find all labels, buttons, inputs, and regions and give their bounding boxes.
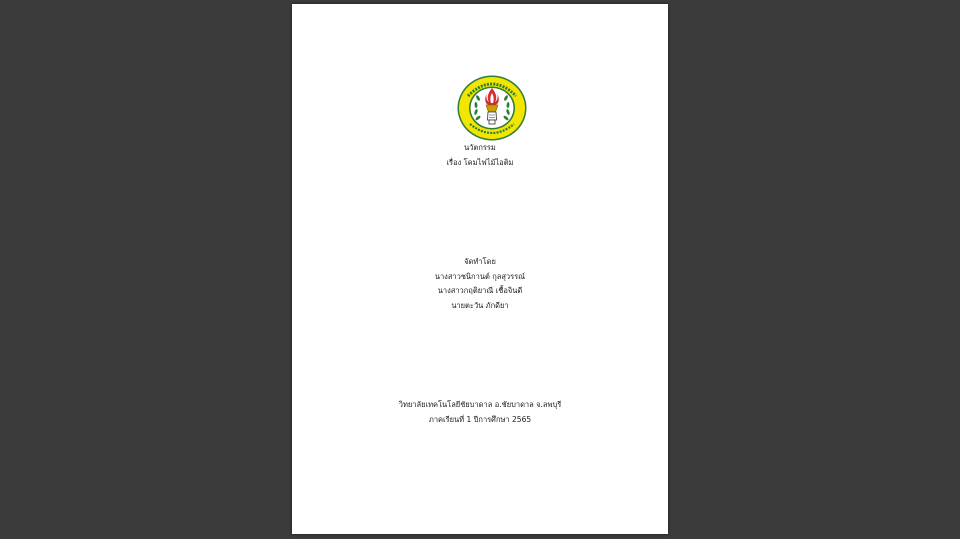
college-emblem-icon [456,74,528,142]
semester-info: ภาคเรียนที่ 1 ปีการศึกษา 2565 [428,415,532,424]
author-name: นายตะวัน ภักดียา [451,301,509,310]
document-title-line1: นวัตกรรม [464,143,496,152]
author-name: นางสาวชนิกานต์ กุลสุวรรณ์ [434,272,526,281]
document-page [292,4,668,534]
institution-name: วิทยาลัยเทคโนโลยีชัยบาดาล อ.ชัยบาดาล จ.ลพบุรี [398,400,562,409]
authors-heading: จัดทำโดย [464,257,496,266]
document-title-line2: เรื่อง โคมไฟไม้ไอติม [446,158,514,167]
author-name: นางสาวกฤติยาณี เชื้อจินดี [437,286,523,295]
